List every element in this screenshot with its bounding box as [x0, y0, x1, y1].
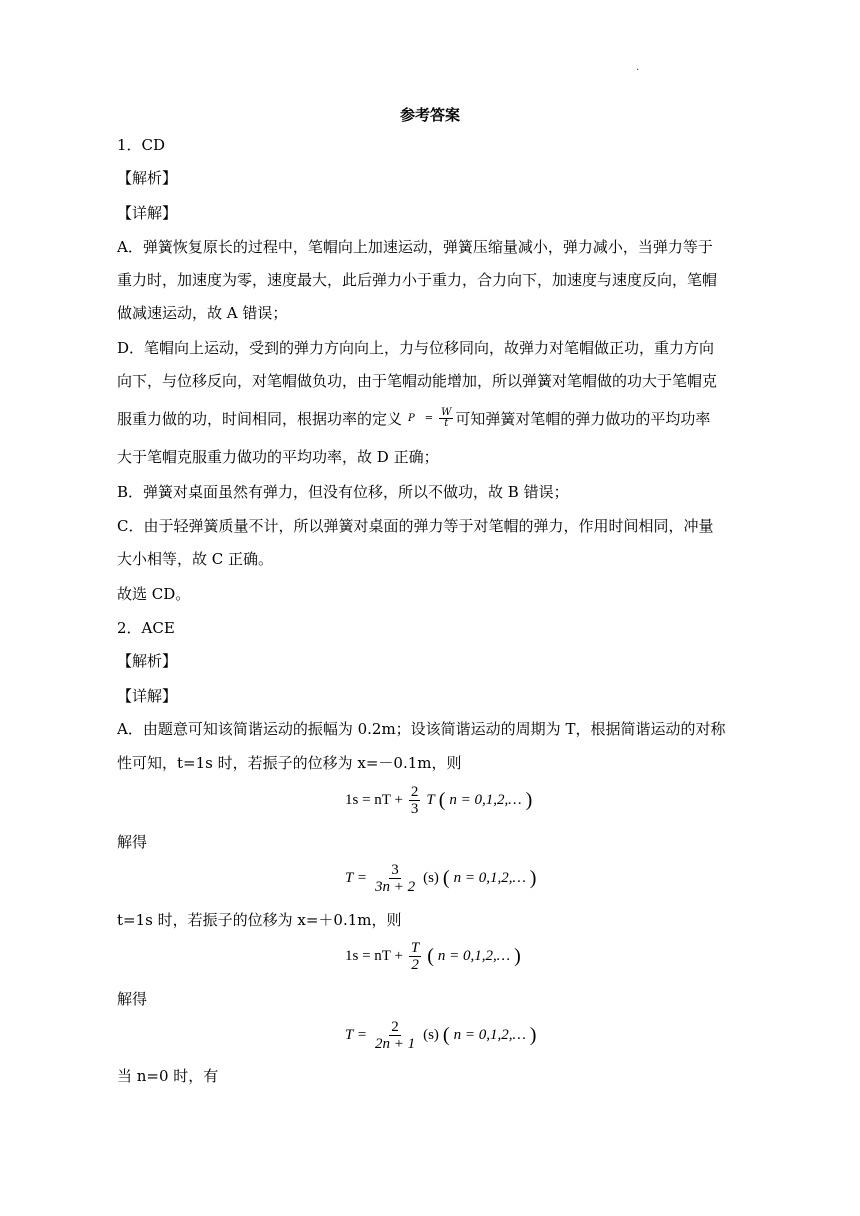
q1-option-b-line1: B．弹簧对桌面虽然有弹力，但没有位移，所以不做功，故 B 错误；: [117, 483, 569, 501]
q1-option-d-line2: 向下，与位移反向，对笔帽做负功，由于笔帽动能增加，所以弹簧对笔帽做的功大于笔帽克: [117, 372, 718, 390]
power-equals: =: [424, 412, 434, 424]
q1-jiexi-label: 【解析】: [117, 169, 178, 187]
q1-option-d-line4: 大于笔帽克服重力做功的平均功率，故 D 正确；: [117, 448, 439, 466]
eq3-numerator: T: [410, 940, 420, 956]
equation-2: T = $\frac{3}{3n + 2}$ (s) ( n = 0,1,2,… ): [345, 862, 537, 895]
q1-d3-text-b: 可知弹簧对笔帽的弹力做功的平均功率: [455, 409, 711, 428]
solve-label-2: 解得: [117, 990, 148, 1008]
q2-option-a-line2: 性可知，t=1s 时，若振子的位移为 x=－0.1m，则: [117, 754, 462, 772]
q2-option-a-line1: A．由题意可知该简谐运动的振幅为 0.2m；设该简谐运动的周期为 T，根据简谐运动的对称: [117, 720, 726, 738]
eq3-fraction: [409, 940, 421, 973]
q1-option-a-line1: A．弹簧恢复原长的过程中，笔帽向上加速运动，弹簧压缩量减小，弹力减小，当弹力等于: [117, 238, 713, 256]
equation-4: T = $\frac{2}{2n + 1}$ (s) ( n = 0,1,2,… ): [345, 1019, 537, 1052]
power-symbol: P: [408, 412, 415, 424]
eq3-denominator: 2: [411, 957, 419, 973]
equation-3: 1s = nT + $\frac{T}{2}$ ( n = 0,1,2,… ): [345, 940, 521, 973]
q1-option-a-line2: 重力时，加速度为零，速度最大，此后弹力小于重力，合力向下，加速度与速度反向，笔帽: [117, 271, 718, 289]
q1-option-c-line2: 大小相等，故 C 正确。: [117, 550, 274, 568]
q1-option-d-line3: [117, 408, 710, 429]
eq2-numerator: 3: [391, 862, 399, 878]
eq2-lhs: T =: [345, 870, 367, 886]
eq1-denominator: 3: [410, 801, 419, 817]
eq2-condition: n = 0,1,2,…: [453, 870, 526, 886]
eq4-denominator: 2n + 1: [374, 1036, 416, 1052]
q2-jiexi-label: 【解析】: [117, 652, 178, 670]
q1-option-c-line1: C．由于轻弹簧质量不计，所以弹簧对桌面的弹力等于对笔帽的弹力，作用时间相同，冲量: [117, 517, 714, 535]
eq1-lhs: 1s = nT +: [345, 792, 403, 808]
power-fraction-numerator: W: [441, 407, 452, 418]
q1-option-a-line3: 做减速运动，故 A 错误；: [117, 304, 288, 322]
eq4-fraction: [373, 1019, 417, 1052]
q1-option-d-line1: D．笔帽向上运动，受到的弹力方向向上，力与位移同向，故弹力对笔帽做正功，重力方向: [117, 339, 715, 357]
q1-answer: 1．CD: [117, 136, 166, 154]
eq4-unit: (s): [423, 1027, 439, 1043]
solve-label-1: 解得: [117, 833, 148, 851]
eq2-denominator: 3n + 2: [374, 879, 416, 895]
q2-xiangjie-label: 【详解】: [117, 687, 178, 705]
eq3-lhs: 1s = nT +: [345, 948, 403, 964]
eq2-fraction: [373, 862, 417, 895]
eq4-numerator: 2: [391, 1019, 399, 1035]
eq4-condition: n = 0,1,2,…: [453, 1027, 526, 1043]
eq2-unit: (s): [423, 870, 439, 886]
eq3-condition: n = 0,1,2,…: [437, 948, 511, 964]
q2-option-a-line4: 当 n=0 时，有: [117, 1067, 219, 1085]
eq1-fraction: [409, 784, 421, 817]
eq1-condition: n = 0,1,2,…: [449, 792, 522, 808]
power-fraction: [439, 408, 453, 429]
header-dot: .: [636, 62, 640, 73]
q1-choose: 故选 CD。: [117, 585, 191, 603]
eq1-rhs: T: [426, 792, 435, 808]
page-title: 参考答案: [399, 106, 460, 124]
equation-1: 1s = nT + $\frac{2}{3}$ T ( n = 0,1,2,… ): [345, 784, 533, 817]
eq4-lhs: T =: [345, 1027, 367, 1043]
power-fraction-denominator: t: [444, 418, 449, 429]
eq1-numerator: 2: [410, 784, 419, 800]
q1-xiangjie-label: 【详解】: [117, 204, 178, 222]
q2-option-a-line3: t=1s 时，若振子的位移为 x=＋0.1m，则: [117, 911, 402, 929]
q2-answer: 2．ACE: [117, 619, 175, 637]
q1-d3-text-a: 服重力做的功，时间相同，根据功率的定义: [117, 409, 403, 428]
